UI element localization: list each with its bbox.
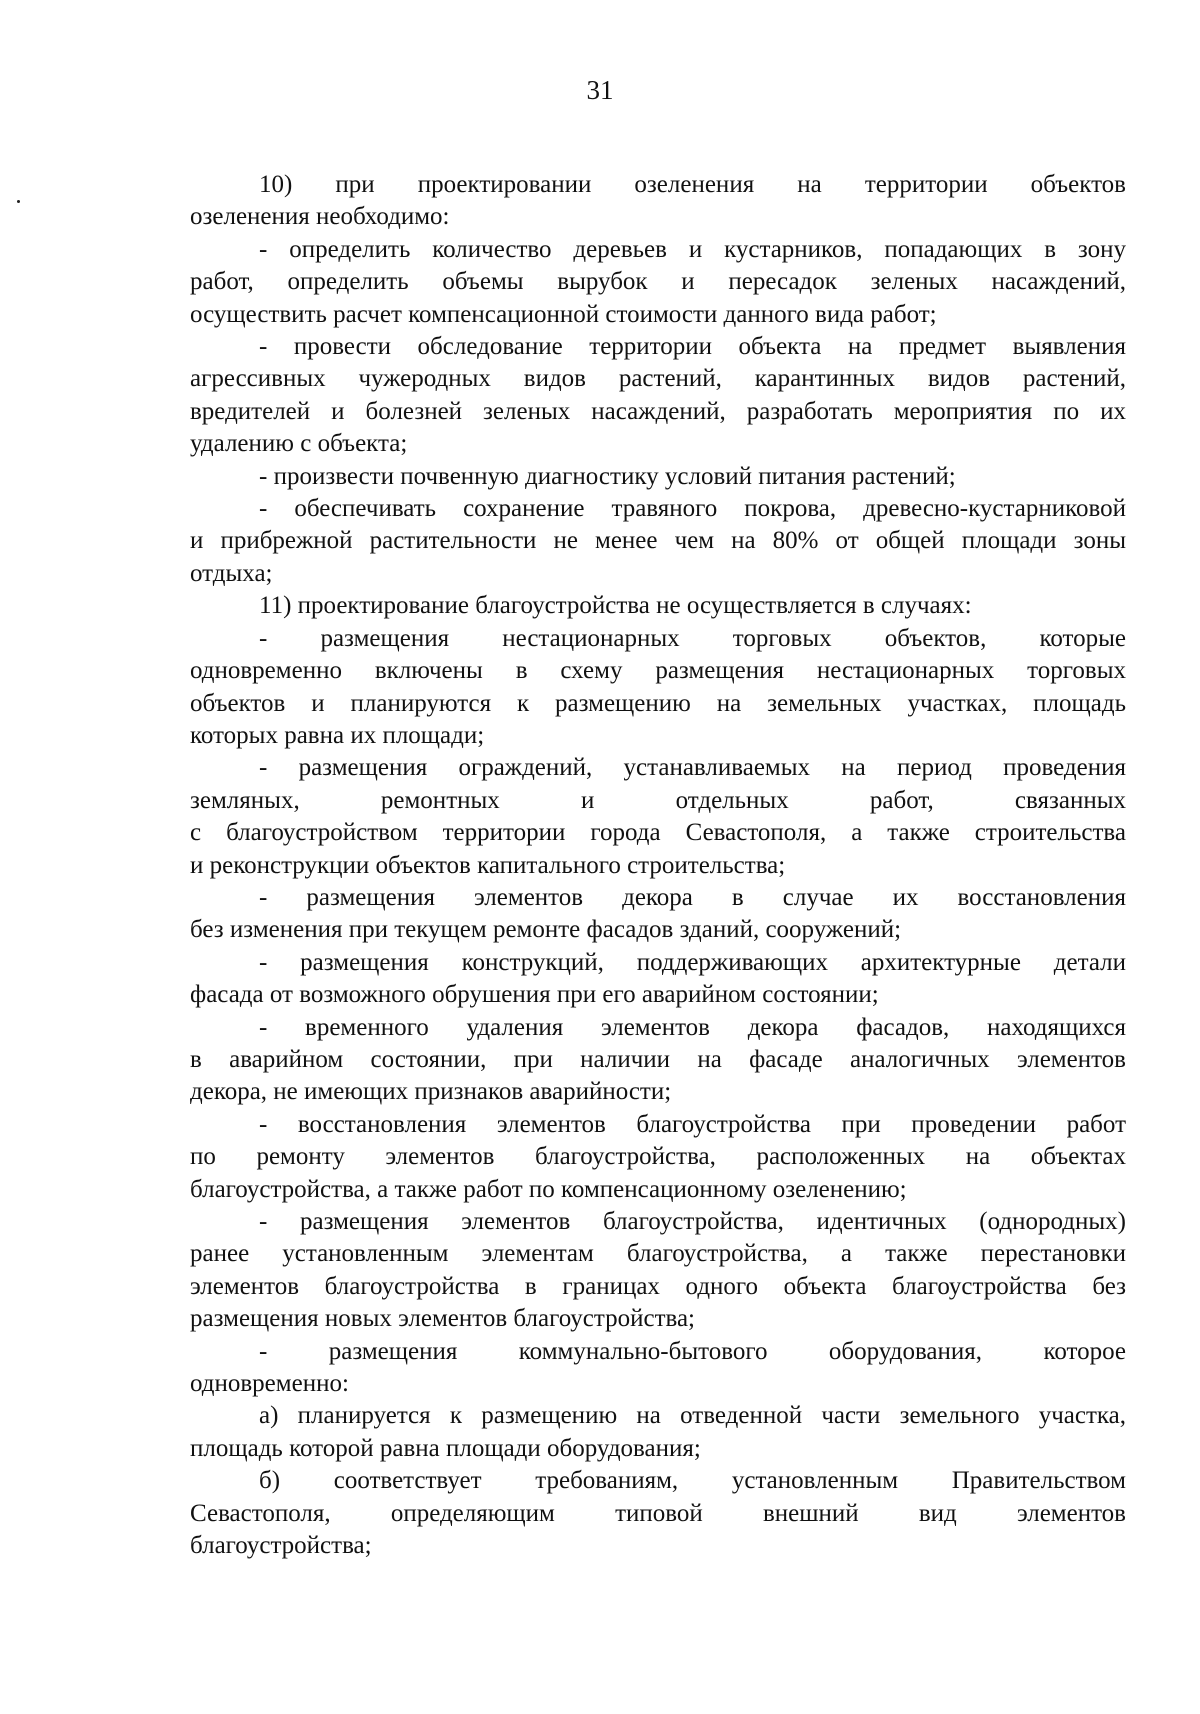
paragraph bbox=[190, 623, 1126, 753]
text-line: объектов и планируются к размещению на земельных участках, площадь bbox=[190, 689, 1126, 717]
paragraph bbox=[190, 1336, 1126, 1401]
text-line: осуществить расчет компенсационной стоимости данного вида работ; bbox=[190, 300, 937, 328]
paragraph bbox=[190, 1206, 1126, 1336]
text-line: и прибрежной растительности не менее чем на 80% от общей площади зоны bbox=[190, 527, 1126, 555]
paragraph bbox=[190, 947, 1126, 1012]
paragraph bbox=[190, 461, 1126, 493]
paragraph bbox=[190, 493, 1126, 590]
text-line: размещения новых элементов благоустройства; bbox=[190, 1305, 696, 1333]
paragraph bbox=[190, 1400, 1126, 1465]
text-line: а) планируется к размещению на отведенной части земельного участка, bbox=[259, 1402, 1126, 1430]
paragraph bbox=[190, 169, 1126, 234]
text-line: б) соответствует требованиям, установленным Правительством bbox=[259, 1467, 1126, 1495]
text-line: - размещения коммунально-бытового оборудования, которое bbox=[259, 1337, 1126, 1365]
text-line: вредителей и болезней зеленых насаждений, разработать мероприятия по их bbox=[190, 397, 1126, 425]
text-line: работ, определить объемы вырубок и пересадок зеленых насаждений, bbox=[190, 268, 1126, 296]
paragraph bbox=[190, 1465, 1126, 1562]
text-line: - произвести почвенную диагностику условий питания растений; bbox=[259, 462, 956, 490]
text-line: озеленения необходимо: bbox=[190, 203, 450, 231]
text-line: - провести обследование территории объекта на предмет выявления bbox=[259, 333, 1126, 361]
text-line: агрессивных чужеродных видов растений, карантинных видов растений, bbox=[190, 365, 1126, 393]
text-line: - обеспечивать сохранение травяного покрова, древесно-кустарниковой bbox=[259, 495, 1126, 523]
text-line: декора, не имеющих признаков аварийности; bbox=[190, 1078, 672, 1106]
text-line: Севастополя, определяющим типовой внешний вид элементов bbox=[190, 1499, 1126, 1527]
text-line: отдыха; bbox=[190, 559, 273, 587]
paragraph bbox=[190, 234, 1126, 331]
text-line: - размещения элементов благоустройства, идентичных (однородных) bbox=[259, 1208, 1126, 1235]
paragraph bbox=[190, 752, 1126, 882]
text-line: и реконструкции объектов капитального строительства; bbox=[190, 851, 786, 879]
text-line: одновременно: bbox=[190, 1370, 349, 1398]
text-line: - восстановления элементов благоустройства при проведении работ bbox=[259, 1110, 1126, 1138]
text-line: 10) при проектировании озеленения на территории объектов bbox=[259, 171, 1126, 198]
text-line: площадь которой равна площади оборудования; bbox=[190, 1434, 701, 1462]
text-line: без изменения при текущем ремонте фасадов зданий, сооружений; bbox=[190, 916, 902, 944]
document-body bbox=[190, 169, 1126, 1562]
text-line: удалению с объекта; bbox=[190, 430, 408, 458]
text-line: которых равна их площади; bbox=[190, 721, 485, 749]
text-line: благоустройства, а также работ по компенсационному озеленению; bbox=[190, 1175, 907, 1203]
text-line: - размещения конструкций, поддерживающих архитектурные детали bbox=[259, 948, 1126, 976]
text-line: в аварийном состоянии, при наличии на фасаде аналогичных элементов bbox=[190, 1045, 1126, 1073]
text-line: - определить количество деревьев и кустарников, попадающих в зону bbox=[259, 235, 1126, 263]
text-line: - размещения элементов декора в случае их восстановления bbox=[259, 883, 1126, 911]
paragraph bbox=[190, 1109, 1126, 1206]
paragraph bbox=[190, 1012, 1126, 1109]
text-line: элементов благоустройства в границах одного объекта благоустройства без bbox=[190, 1272, 1126, 1300]
text-line: - размещения нестационарных торговых объектов, которые bbox=[259, 624, 1126, 652]
text-line: - размещения ограждений, устанавливаемых на период проведения bbox=[259, 754, 1126, 782]
text-line: ранее установленным элементам благоустройства, а также перестановки bbox=[190, 1240, 1126, 1268]
paragraph bbox=[190, 331, 1126, 461]
page-number: 31 bbox=[586, 75, 614, 105]
paragraph bbox=[190, 590, 1126, 622]
text-line: одновременно включены в схему размещения нестационарных торговых bbox=[190, 657, 1126, 685]
text-line: - временного удаления элементов декора фасадов, находящихся bbox=[259, 1013, 1126, 1041]
paragraph bbox=[190, 882, 1126, 947]
text-line: земляных, ремонтных и отдельных работ, связанных bbox=[190, 786, 1126, 814]
text-line: по ремонту элементов благоустройства, расположенных на объектах bbox=[190, 1143, 1126, 1171]
text-line: с благоустройством территории города Севастополя, а также строительства bbox=[190, 819, 1126, 847]
text-line: фасада от возможного обрушения при его аварийном состоянии; bbox=[190, 981, 879, 1009]
text-line: 11) проектирование благоустройства не осуществляется в случаях: bbox=[259, 592, 972, 620]
text-line: благоустройства; bbox=[190, 1532, 372, 1560]
scan-speck bbox=[17, 200, 20, 203]
